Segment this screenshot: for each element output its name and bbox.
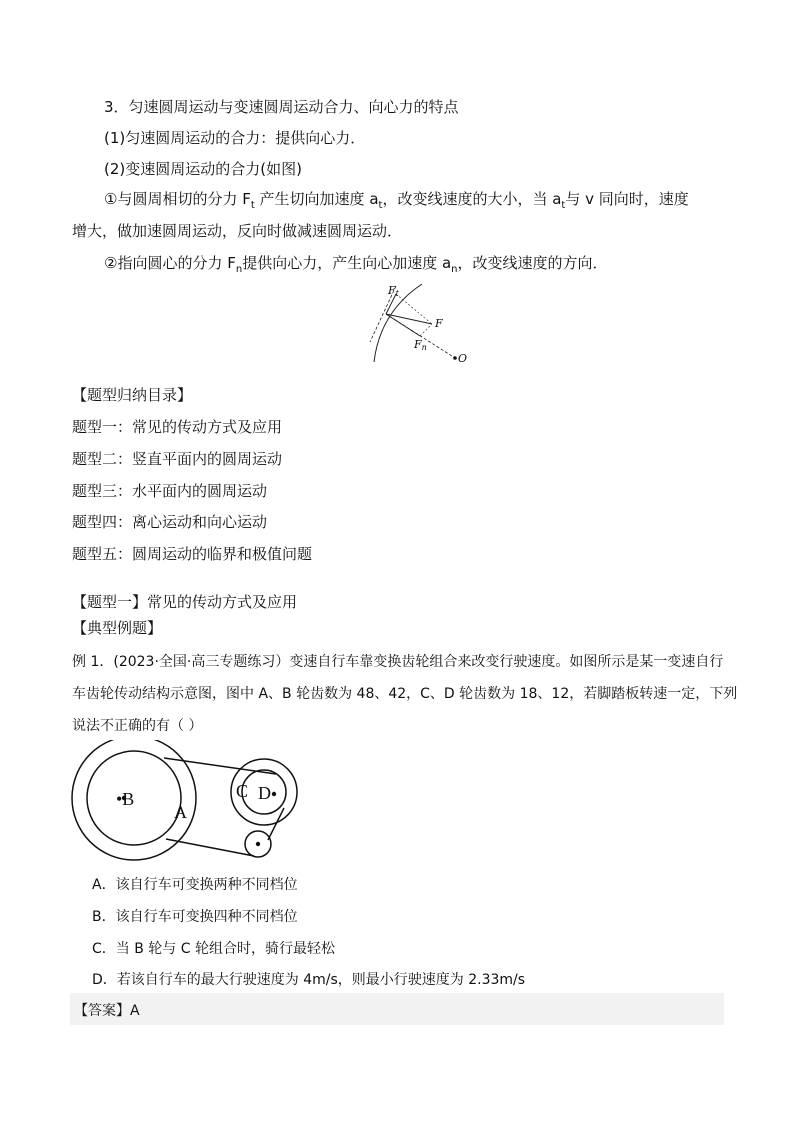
paragraph-normal-force: ②指向圆心的分力 $F_n$提供向心力，产生向心加速度 $a_n$，改变线速度的方向． (104, 254, 608, 275)
parallelogram-side-2 (420, 324, 432, 336)
section-title: 3．匀速圆周运动与变速圆周运动合力、向心力的特点 (104, 98, 459, 116)
label-a: A (174, 802, 187, 822)
option-c: C．当 B 轮与 C 轮组合时，骑行最轻松 (92, 941, 335, 957)
directory-item: 题型五：圆周运动的临界和极值问题 (72, 545, 313, 563)
type1-heading: 【题型一】常见的传动方式及应用 (72, 593, 298, 611)
typical-example-heading: 【典型例题】 (72, 619, 163, 637)
option-d: D．若该自行车的最大行驶速度为 4m/s，则最小行驶速度为 2.33m/s (92, 972, 526, 988)
chain-top (164, 758, 276, 774)
example-text-line3: 说法不正确的有（ ） (72, 718, 203, 734)
directory-heading: 【题型归纳目录】 (72, 386, 193, 404)
answer-text: 【答案】A (74, 1003, 140, 1019)
paragraph-tangential-line2: 增大，做加速圆周运动，反向时做减速圆周运动． (72, 222, 403, 240)
paragraph-variable-force: (2)变速圆周运动的合力(如图) (104, 160, 302, 178)
directory-item: 题型三：水平面内的圆周运动 (72, 482, 268, 500)
tensioner-center (256, 842, 260, 846)
directory-item: 题型二：竖直平面内的圆周运动 (72, 450, 283, 468)
directory-item: 题型一：常见的传动方式及应用 (72, 418, 283, 436)
paragraph-tangential-line1: ①与圆周相切的分力 $F_t$ 产生切向加速度 $a_t$，改变线速度的大小，当 $a_t$与 v 同向时，速度 (104, 190, 689, 211)
label-d: D (258, 783, 271, 803)
example-text-line1: 例 1．(2023·全国·高三专题练习）变速自行车靠变换齿轮组合来改变行驶速度。如图所示是某一变速自行 (72, 654, 724, 670)
label-fn: Fn (414, 338, 427, 352)
center-point-o (453, 356, 457, 360)
gear-transmission-figure (68, 740, 308, 864)
directory-item: 题型四：离心运动和向心运动 (72, 513, 268, 531)
force-decomposition-figure (360, 282, 470, 366)
option-b: B．该自行车可变换四种不同档位 (92, 909, 298, 925)
label-c: C (236, 781, 249, 801)
label-o: O (458, 352, 468, 365)
gear-d-center (272, 792, 276, 796)
chain-bottom (166, 839, 254, 856)
parallelogram-side-1 (396, 294, 432, 324)
paragraph-uniform-force: (1)匀速圆周运动的合力：提供向心力． (104, 129, 366, 147)
label-b: •B (116, 789, 135, 809)
label-ft: Ft (388, 284, 399, 298)
answer-bar (70, 993, 724, 1025)
option-a: A．该自行车可变换两种不同档位 (92, 877, 298, 893)
example-text-line2: 车齿轮传动结构示意图，图中 A、B 轮齿数为 48、42，C、D 轮齿数为 18、12，若脚踏板转速一定，下列 (72, 686, 738, 702)
label-f: F (435, 317, 443, 330)
